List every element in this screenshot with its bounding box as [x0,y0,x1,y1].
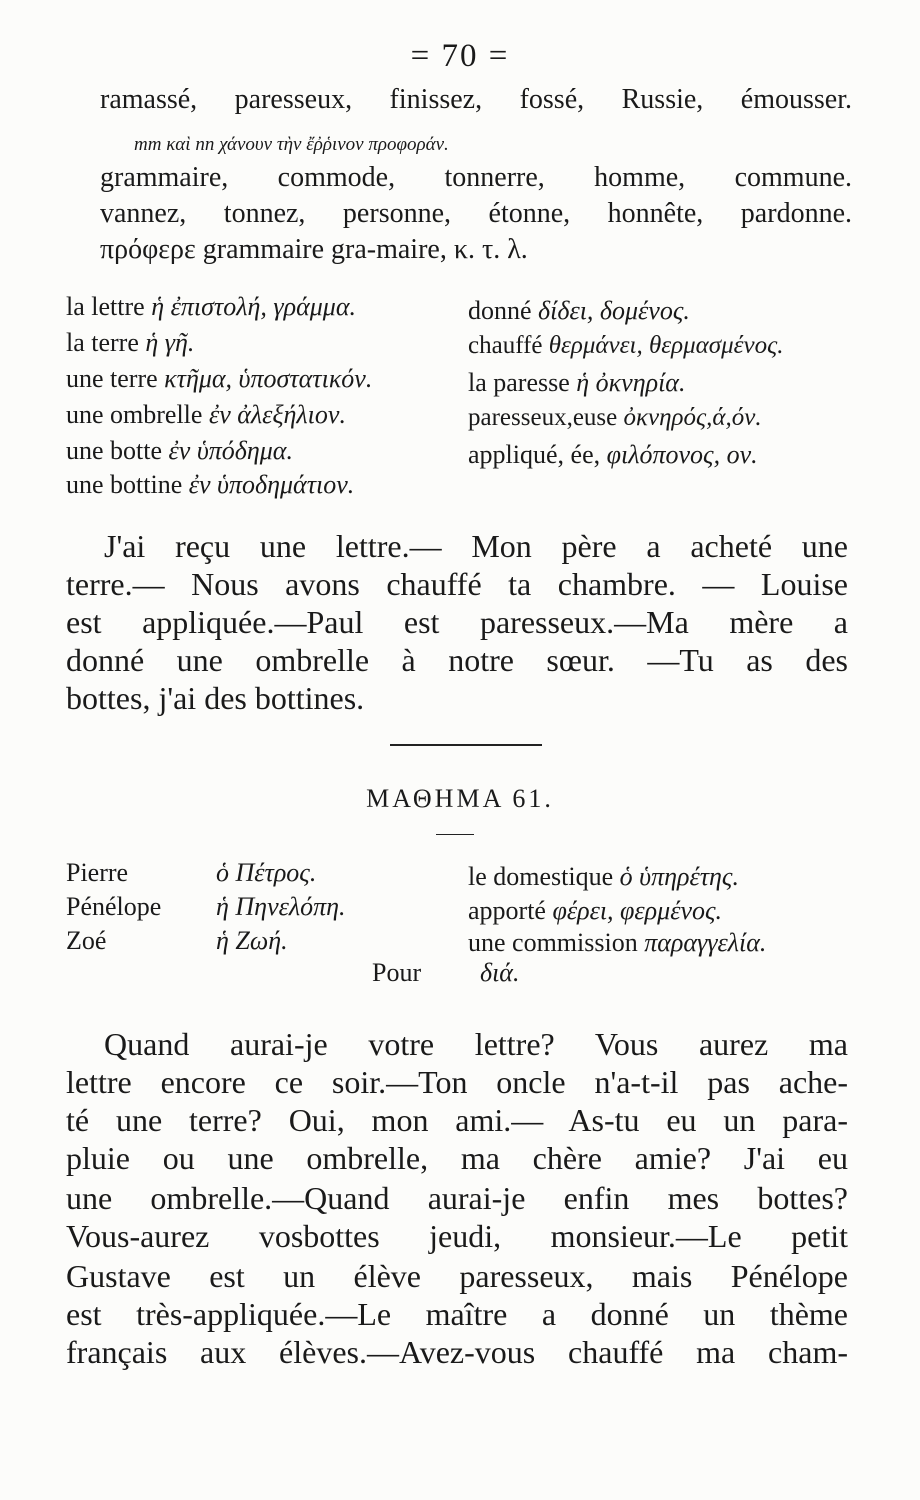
vocab-entry: Pénélope ἡ Πηνελόπη. [66,892,346,921]
vocab-entry: une commission παραγγελία. [468,928,767,957]
vocab-entry: appliqué, ée, φιλόπονος, ον. [468,440,758,469]
header-line: mm καὶ nn χάνουν τὴν ἔῤῥινον προφοράν. [134,134,449,155]
exercise-line: Gustave est un élève paresseux, mais Pénélope [66,1258,848,1294]
page-number: = 70 = [410,38,510,74]
exercise-line: pluie ou une ombrelle, ma chère amie? J'ai eu [66,1140,848,1176]
vocab-entry: une ombrelle ἐν ἀλεξήλιον. [66,400,346,429]
vocab-entry: donné δίδει, δομένος. [468,296,690,325]
exercise-line: té une terre? Oui, mon ami.— As-tu eu un para- [66,1102,848,1138]
section-divider [390,744,542,746]
vocab-entry: une bottine ἐν ὑποδημάτιον. [66,470,355,499]
title-underline [436,834,474,835]
exercise-line: J'ai reçu une lettre.— Mon père a acheté une [104,528,848,564]
vocab-entry: chauffé θερμάνει, θερμασμένος. [468,332,784,359]
exercise-line: bottes, j'ai des bottines. [66,680,365,716]
exercise-line: est très-appliquée.—Le maître a donné un thème [66,1296,848,1332]
header-line: grammaire, commode, tonnerre, homme, commune. [100,162,852,193]
header-line: vannez, tonnez, personne, étonne, honnête, pardonne. [100,198,852,229]
exercise-line: lettre encore ce soir.—Ton oncle n'a-t-il pas ache- [66,1064,848,1100]
vocab-entry: Pour διά. [372,958,520,987]
vocab-entry: la paresse ἡ ὀκνηρία. [468,368,686,397]
vocab-entry: la terre ἡ γῆ. [66,328,195,357]
exercise-line: est appliquée.—Paul est paresseux.—Ma mère a [66,604,848,640]
vocab-entry: une botte ἐν ὑπόδημα. [66,436,293,465]
exercise-line: Vous-aurez vosbottes jeudi, monsieur.—Le petit [66,1218,848,1254]
vocab-entry: la lettre ἡ ἐπιστολή, γράμμα. [66,292,356,321]
vocab-entry: Pierre ὁ Πέτρος. [66,858,317,887]
exercise-line: français aux élèves.—Avez-vous chauffé ma cham- [66,1334,848,1370]
exercise-line: Quand aurai-je votre lettre? Vous aurez ma [104,1026,848,1062]
exercise-line: terre.— Nous avons chauffé ta chambre. — Louise [66,566,848,602]
vocab-entry: le domestique ὁ ὑπηρέτης. [468,862,739,891]
exercise-line: donné une ombrelle à notre sœur. —Tu as des [66,642,848,678]
exercise-line: une ombrelle.—Quand aurai-je enfin mes bottes? [66,1180,848,1216]
vocab-entry: Zoé ἡ Ζωή. [66,926,288,955]
vocab-entry: paresseux,euse ὀκνηρός,ά,όν. [468,404,762,431]
lesson-title: ΜΑΘΗΜΑ 61. [366,784,554,813]
header-line: πρόφερε grammaire gra-maire, κ. τ. λ. [100,234,528,265]
header-line: ramassé, paresseux, finissez, fossé, Russie, émousser. [100,84,852,115]
vocab-entry: une terre κτῆμα, ὑποστατικόν. [66,364,373,393]
vocab-entry: apporté φέρει, φερμένος. [468,896,723,925]
